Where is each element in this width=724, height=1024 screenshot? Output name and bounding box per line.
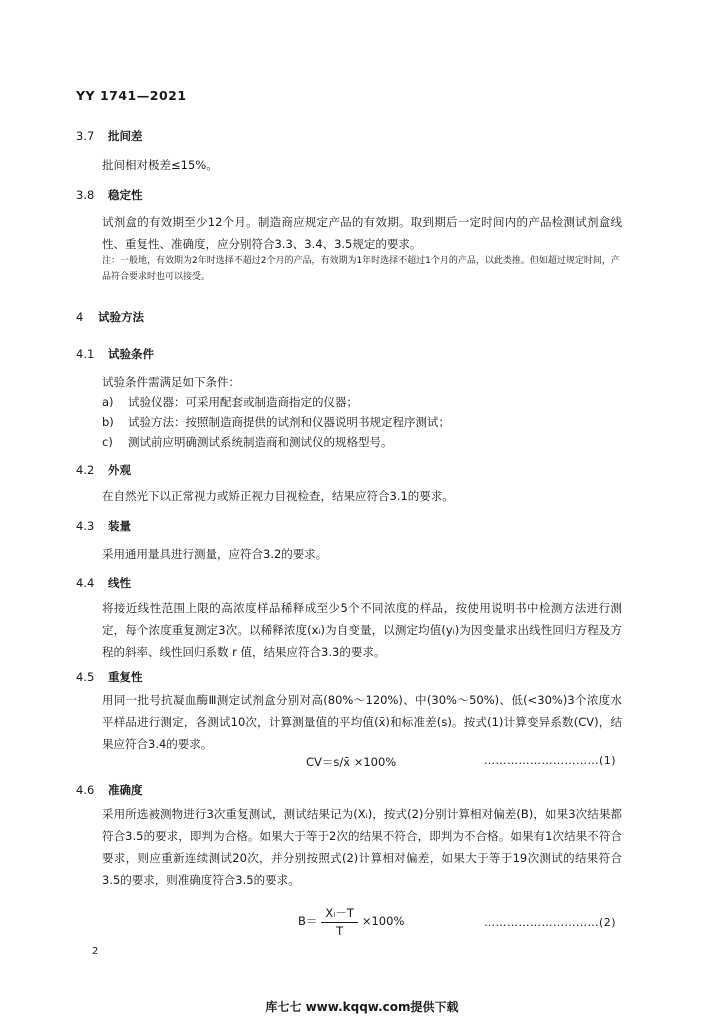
section-title: 试验条件 xyxy=(108,347,154,361)
formula-1: CV＝s/x̄ ×100% xyxy=(306,755,397,769)
formula-2-lhs: B＝ xyxy=(298,914,318,928)
download-footer: 库七七 www.kqqw.com提供下载 xyxy=(265,1000,459,1014)
standard-code-header: YY 1741—2021 xyxy=(76,88,187,103)
section-4-2-heading xyxy=(76,462,131,478)
list-text: 测试前应明确测试系统制造商和测试仪的规格型号。 xyxy=(128,435,393,449)
section-title: 准确度 xyxy=(108,783,143,797)
list-text: 试验仪器：可采用配套或制造商指定的仪器； xyxy=(128,395,358,409)
section-3-8-note: 注：一般地，有效期为2年时选择不超过2个月的产品，有效期为1年时选择不超过1个月的产品，以此类推。但如超过规定时间，产品符合要求时也可以接受。 xyxy=(102,256,620,282)
section-3-8-heading xyxy=(76,187,143,203)
list-marker: b) xyxy=(102,415,114,429)
formula-2-denominator: T xyxy=(336,924,344,938)
section-title: 线性 xyxy=(108,576,131,590)
page-number: 2 xyxy=(92,946,99,957)
section-4-1-intro: 试验条件需满足如下条件： xyxy=(102,375,240,389)
formula-1-number: …………………………(1) xyxy=(484,754,617,767)
section-number: 4.1 xyxy=(76,347,95,361)
section-4-2-text: 在自然光下以正常视力或矫正视力目视检查，结果应符合3.1的要求。 xyxy=(102,489,454,503)
list-item xyxy=(102,394,358,410)
section-4-1-heading xyxy=(76,346,154,362)
section-number: 4.6 xyxy=(76,783,95,797)
section-title: 重复性 xyxy=(108,670,143,684)
section-number: 3.7 xyxy=(76,129,95,143)
section-4-5-heading xyxy=(76,669,143,685)
section-number: 3.8 xyxy=(76,188,95,202)
section-4-3-heading xyxy=(76,518,131,534)
section-3-7-text: 批间相对极差≤15%。 xyxy=(102,158,218,172)
section-title: 稳定性 xyxy=(108,188,143,202)
formula-2-numerator: Xᵢ－T xyxy=(321,905,357,923)
section-title: 外观 xyxy=(108,463,131,477)
section-4-3-text: 采用通用量具进行测量，应符合3.2的要求。 xyxy=(102,547,328,561)
section-number: 4 xyxy=(76,310,84,324)
section-4-6-text: 采用所选被测物进行3次重复测试，测试结果记为(Xᵢ)，按式(2)分别计算相对偏差(B)，如果3次结果都符合3.5的要求，即判为合格。如果大于等于2次的结果不符合，即判为不合格。如果有1次结果不符合要求，则应重新连续测试20次，并分别按照式(2)计算相对偏差，如果大于等于19次测试的结果符合3.5的要求，则准确度符合3.5的要求。 xyxy=(102,807,622,887)
list-text: 试验方法：按照制造商提供的试剂和仪器说明书规定程序测试； xyxy=(128,415,450,429)
section-4-5-text: 用同一批号抗凝血酶Ⅲ测定试剂盒分别对高(80%～120%)、中(30%～50%)、低(<30%)3个浓度水平样品进行测定，各测试10次，计算测量值的平均值(x̄)和标准差(s)。按式(1)计算变异系数(CV)，结果应符合3.4的要求。 xyxy=(102,693,622,751)
section-title: 装量 xyxy=(108,519,131,533)
section-number: 4.4 xyxy=(76,576,95,590)
section-3-7-heading xyxy=(76,128,143,144)
section-3-8-text: 试剂盒的有效期至少12个月。制造商应规定产品的有效期。取到期后一定时间内的产品检测试剂盒线性、重复性、准确度，应分别符合3.3、3.4、3.5规定的要求。 xyxy=(102,215,622,251)
section-4-4-text: 将接近线性范围上限的高浓度样品稀释成至少5个不同浓度的样品，按使用说明书中检测方法进行测定，每个浓度重复测定3次。以稀释浓度(xᵢ)为自变量，以测定均值(yᵢ)为因变量求出线性回归方程及方程的斜率、线性回归系数 r 值，结果应符合3.3的要求。 xyxy=(102,601,622,659)
list-item xyxy=(102,434,393,450)
formula-2 xyxy=(298,905,404,938)
section-number: 4.3 xyxy=(76,519,95,533)
section-4-6-heading xyxy=(76,782,143,798)
list-item xyxy=(102,414,450,430)
section-number: 4.2 xyxy=(76,463,95,477)
section-title: 批间差 xyxy=(108,129,143,143)
list-marker: c) xyxy=(102,435,113,449)
list-marker: a) xyxy=(102,395,114,409)
section-title: 试验方法 xyxy=(98,310,144,324)
section-4-4-heading xyxy=(76,575,131,591)
chapter-4-heading xyxy=(76,309,144,325)
formula-2-fraction xyxy=(321,905,357,938)
formula-2-number: …………………………(2) xyxy=(484,916,617,929)
section-number: 4.5 xyxy=(76,670,95,684)
formula-2-rhs: ×100% xyxy=(361,914,405,928)
